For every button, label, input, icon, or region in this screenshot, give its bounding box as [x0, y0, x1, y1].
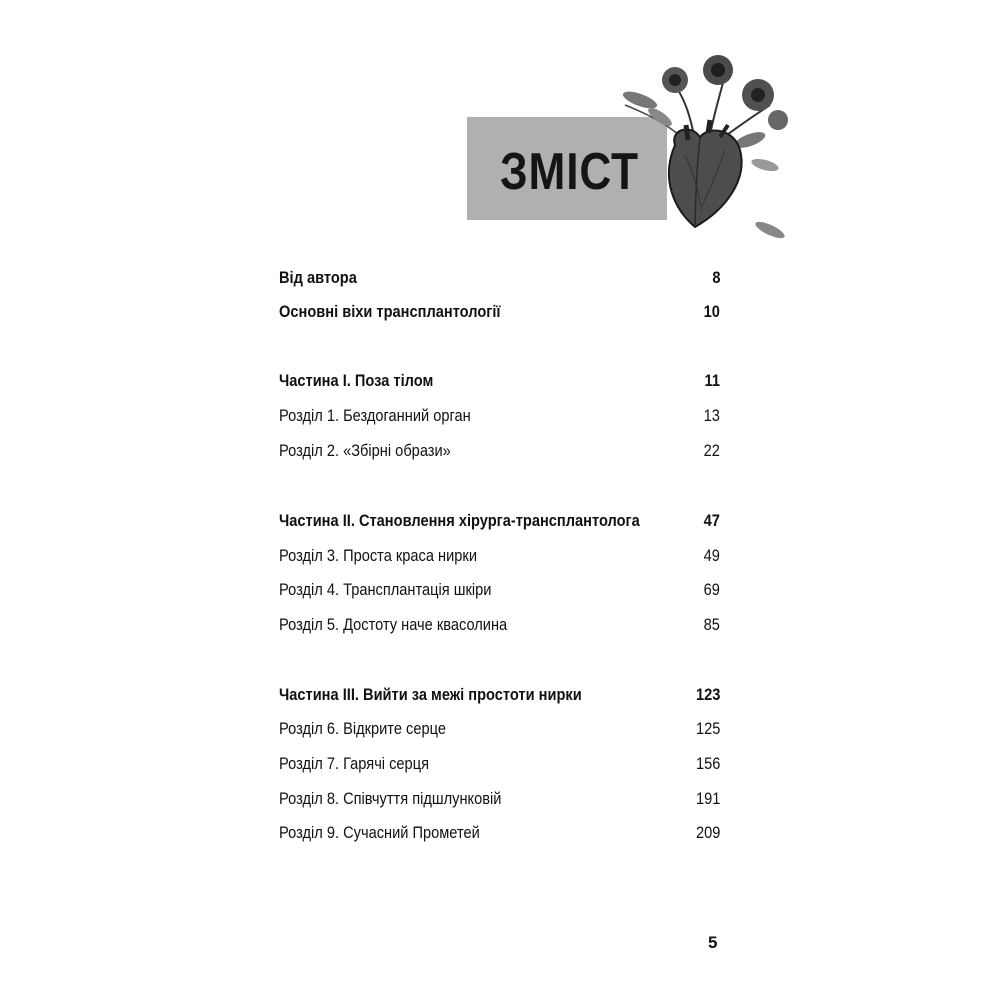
toc-entry-page: 11 [704, 371, 720, 390]
toc-chapter[interactable] [279, 751, 720, 777]
toc-entry-page: 22 [703, 441, 720, 460]
toc-entry-title: Розділ 8. Співчуття підшлунковій [279, 789, 502, 808]
anatomical-heart-illustration [600, 45, 795, 245]
toc-part-heading[interactable] [279, 508, 720, 534]
toc-entry-page: 69 [703, 580, 720, 599]
toc-chapter[interactable] [279, 403, 720, 429]
toc-chapter[interactable] [279, 716, 720, 742]
toc-entry-page: 156 [695, 754, 720, 773]
toc-entry-title: Розділ 5. Достоту наче квасолина [279, 615, 508, 634]
toc-entry-title: Від автора [279, 268, 357, 287]
toc-entry-page: 125 [695, 719, 720, 738]
toc-entry-title: Розділ 1. Бездоганний орган [279, 406, 471, 425]
toc-chapter[interactable] [279, 438, 720, 464]
toc-entry-page: 13 [703, 406, 720, 425]
toc-entry[interactable] [279, 299, 720, 325]
toc-entry-title: Розділ 4. Трансплантація шкіри [279, 580, 492, 599]
toc-chapter[interactable] [279, 612, 720, 638]
toc-entry-title: Розділ 9. Сучасний Прометей [279, 823, 480, 842]
toc-entry-title: Розділ 3. Проста краса нирки [279, 546, 477, 565]
toc-entry-title: Основні віхи трансплантології [279, 302, 501, 321]
toc-chapter[interactable] [279, 820, 720, 846]
page-number: 5 [708, 933, 718, 952]
toc-entry-title: Частина III. Вийти за межі простоти нирки [279, 685, 582, 704]
toc-entry-page: 10 [703, 302, 720, 321]
toc-entry-title: Частина II. Становлення хірурга-трансплантолога [279, 511, 640, 530]
toc-entry[interactable] [279, 265, 720, 291]
toc-entry-title: Розділ 7. Гарячі серця [279, 754, 429, 773]
toc-entry-page: 47 [703, 511, 720, 530]
page-title: ЗМІСТ [500, 143, 639, 201]
toc-part-heading[interactable] [279, 368, 720, 394]
toc-chapter[interactable] [279, 543, 720, 569]
toc-part-heading[interactable] [279, 682, 720, 708]
toc-entry-page: 49 [703, 546, 720, 565]
toc-chapter[interactable] [279, 786, 720, 812]
toc-entry-page: 191 [695, 789, 720, 808]
toc-entry-title: Частина I. Поза тілом [279, 371, 434, 390]
toc-entry-page: 8 [711, 268, 720, 287]
toc-entry-page: 85 [703, 615, 720, 634]
toc-entry-page: 123 [695, 685, 720, 704]
toc-entry-title: Розділ 6. Відкрите серце [279, 719, 446, 738]
toc-chapter[interactable] [279, 577, 720, 603]
toc-entry-title: Розділ 2. «Збірні образи» [279, 441, 451, 460]
toc-entry-page: 209 [695, 823, 720, 842]
